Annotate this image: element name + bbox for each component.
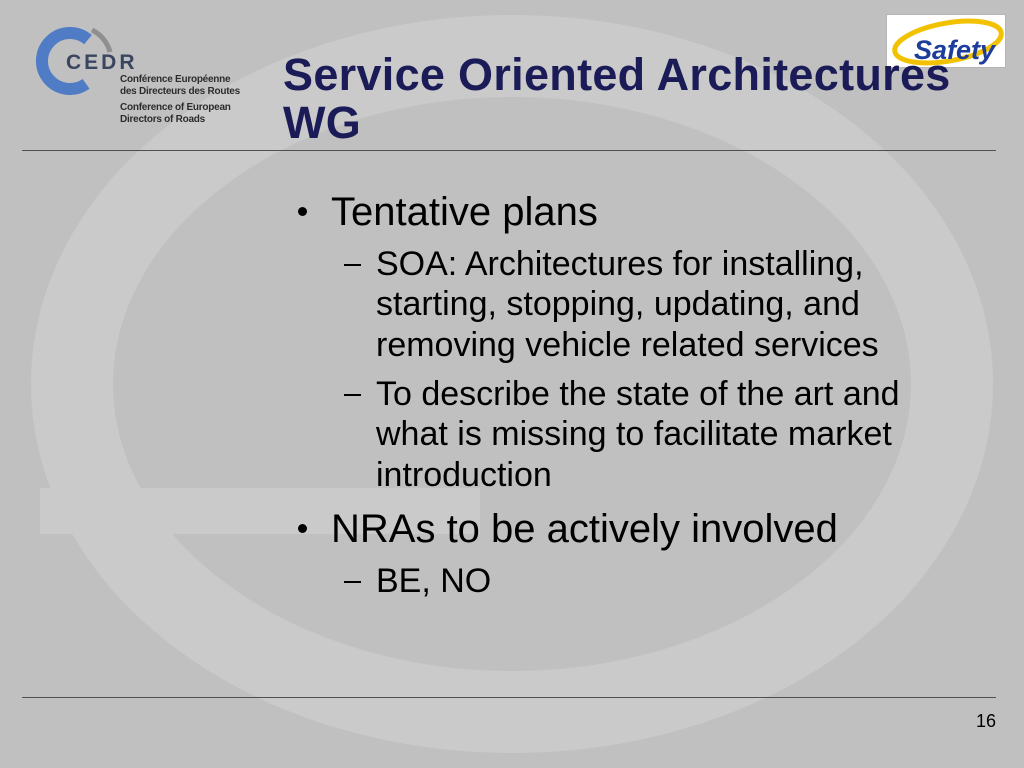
slide-title: Service Oriented Architectures WG	[283, 49, 951, 148]
bullet-text: NRAs to be actively involved	[331, 507, 838, 551]
cedr-name-english	[120, 102, 255, 126]
header-divider	[22, 150, 996, 151]
bullet-marker	[298, 524, 307, 533]
page-number: 16	[975, 711, 996, 731]
bullet-item	[295, 506, 940, 601]
cedr-name-french	[120, 74, 255, 98]
footer-divider	[22, 697, 996, 698]
cedr-organization-name	[120, 74, 255, 126]
sub-bullet-item	[344, 561, 940, 602]
cedr-logo	[0, 0, 260, 130]
sub-bullet-text: BE, NO	[376, 561, 492, 600]
cedr-name-line: des Directeurs des Routes	[120, 86, 240, 97]
cedr-name-line: Conférence Européenne	[120, 74, 231, 85]
bullet-text: Tentative plans	[331, 190, 598, 234]
sub-bullet-marker	[344, 394, 361, 397]
sub-bullet-item	[344, 244, 940, 366]
sub-bullet-marker	[344, 581, 361, 584]
slide-body	[295, 189, 940, 601]
bullet-marker	[298, 207, 307, 216]
cedr-name-line: Conference of European	[120, 102, 231, 113]
sub-bullet-marker	[344, 264, 361, 267]
sub-bullet-item	[344, 374, 940, 496]
sub-bullet-text: To describe the state of the art and what is missing to facilitate market introduction	[376, 374, 900, 494]
cedr-name-line: Directors of Roads	[120, 114, 205, 125]
cedr-swoosh-icon	[92, 30, 110, 52]
cedr-acronym: CEDR	[66, 51, 138, 74]
sub-bullet-text: SOA: Architectures for installing, starting, stopping, updating, and removing vehicle related services	[376, 244, 879, 364]
safety-logo-text: Safety	[914, 35, 996, 65]
bullet-item	[295, 189, 940, 495]
